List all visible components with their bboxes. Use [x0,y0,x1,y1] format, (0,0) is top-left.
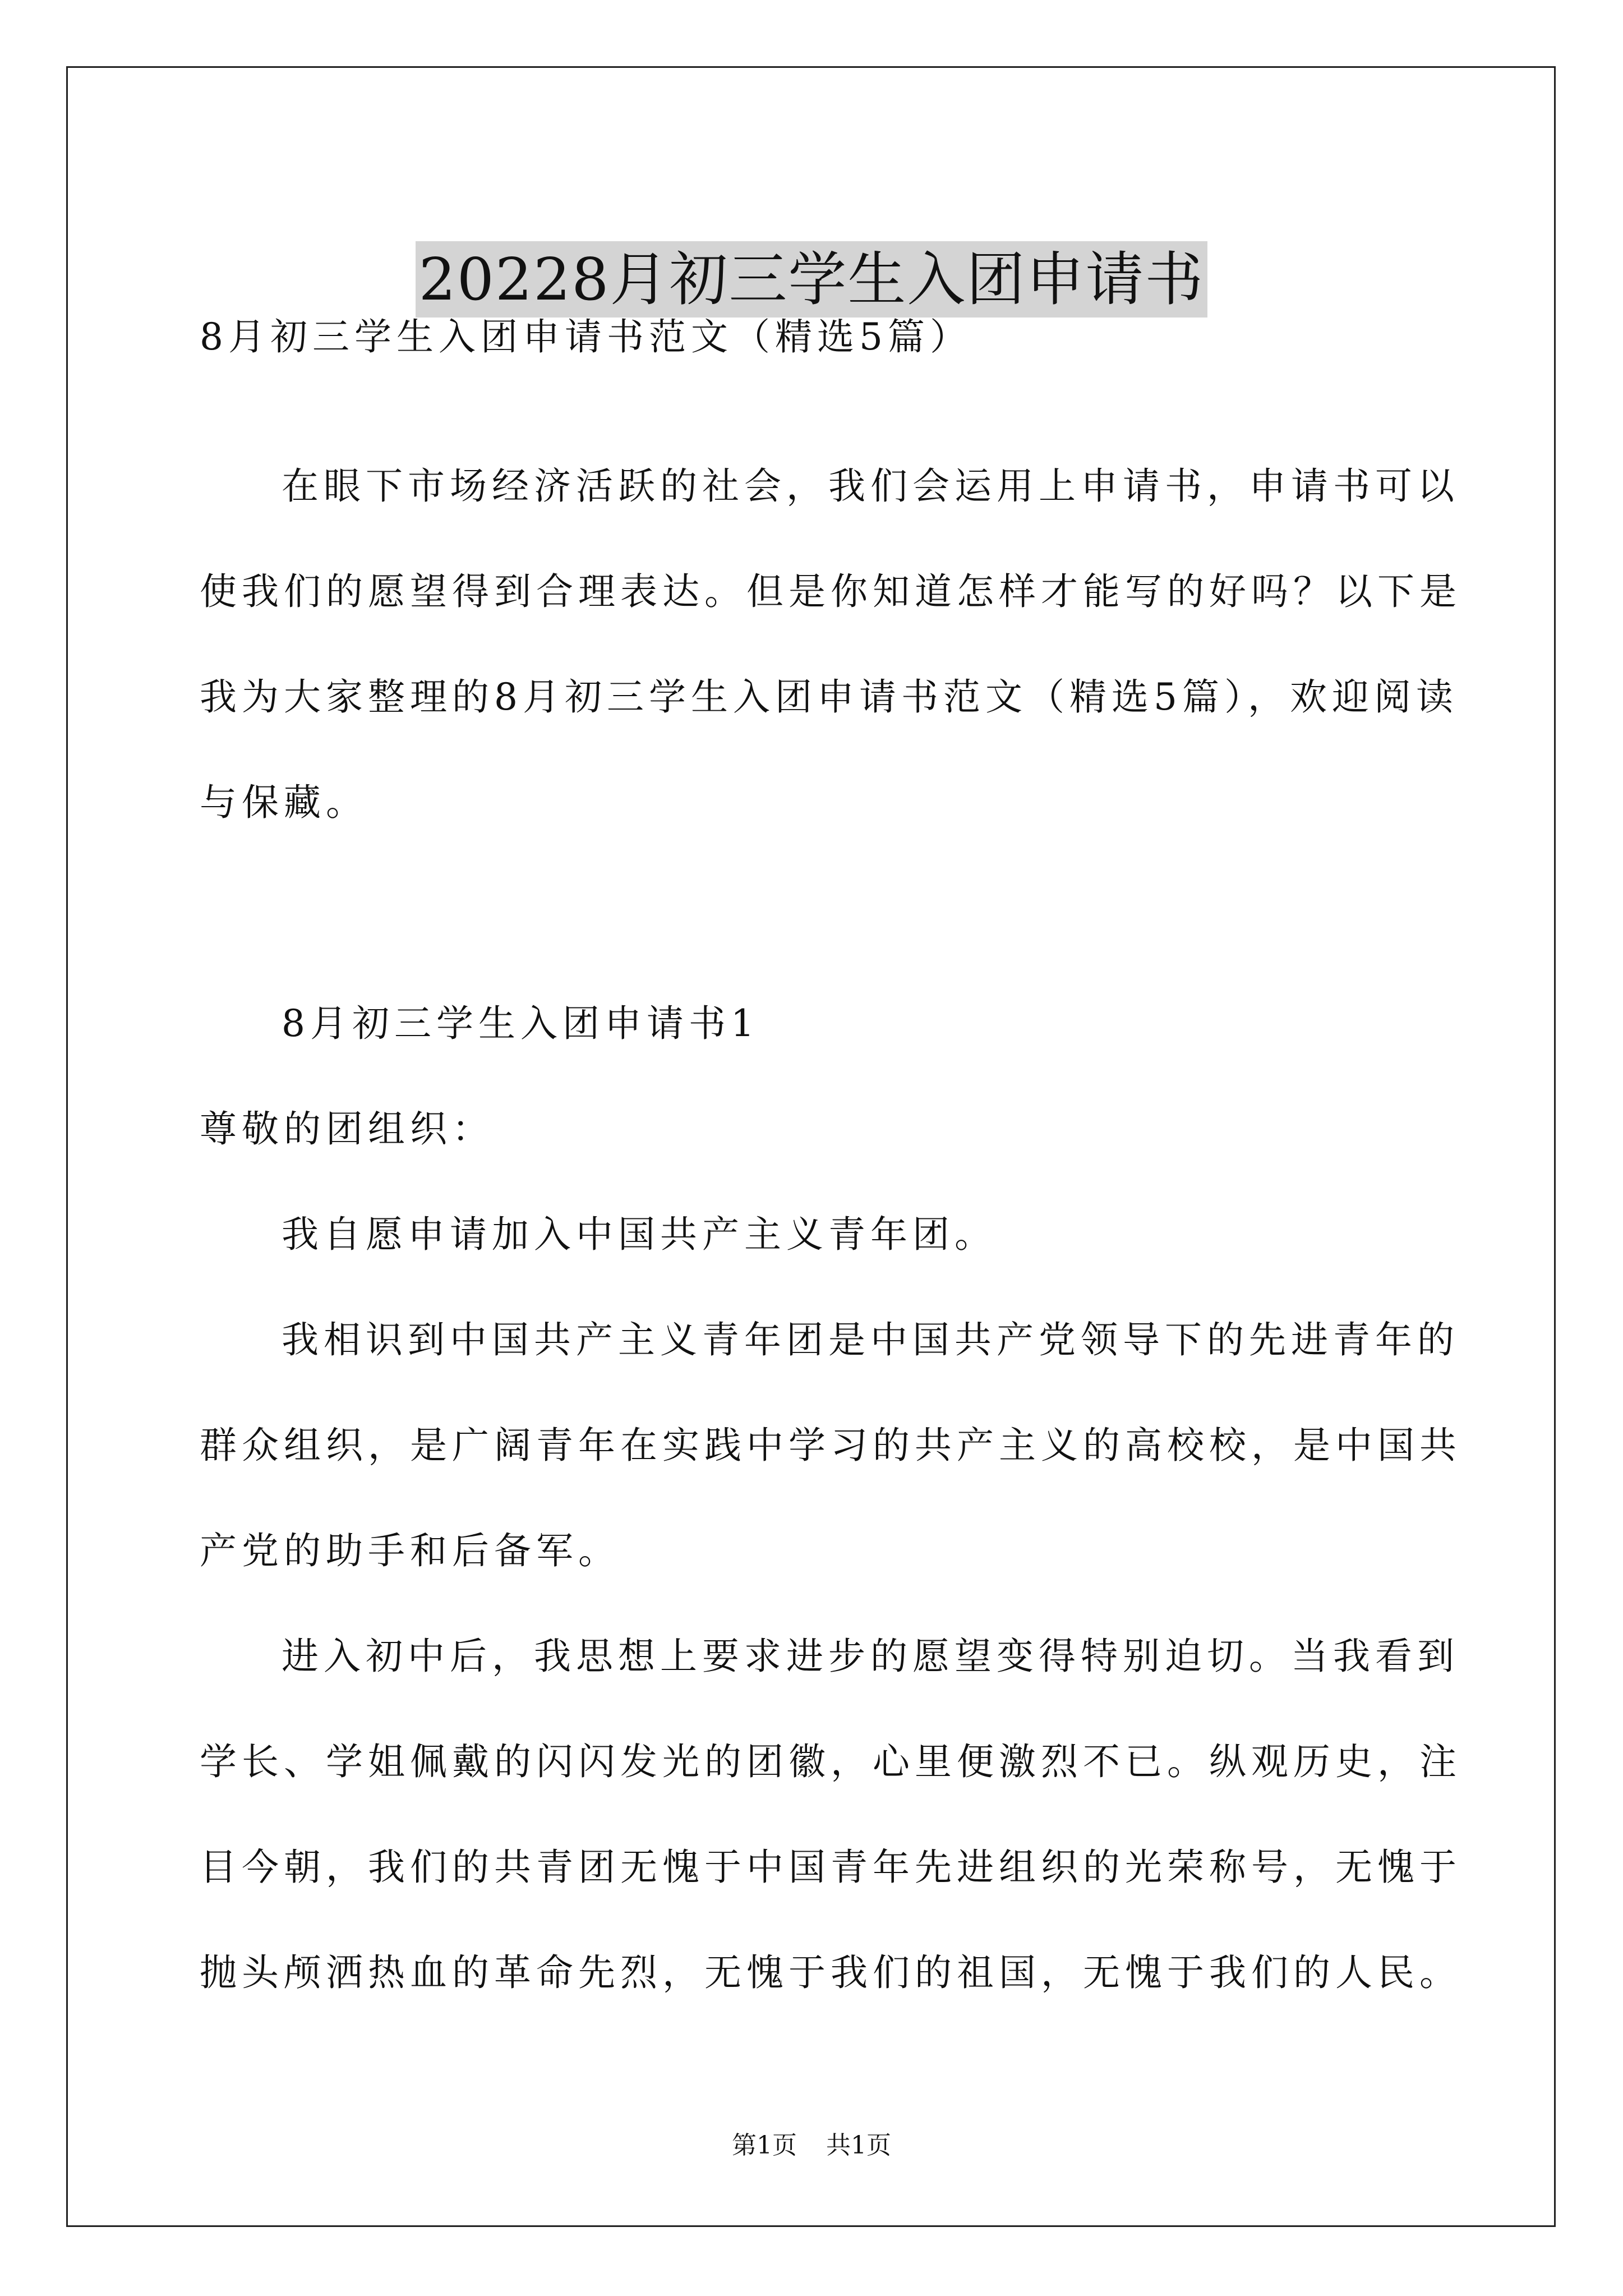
section-heading: 8月初三学生入团申请书1 [282,1002,759,1045]
paragraph-3-line-1: 进入初中后，我思想上要求进步的愿望变得特别迫切。当我看到 [282,1635,1459,1678]
intro-line-1: 在眼下市场经济活跃的社会，我们会运用上申请书，申请书可以 [282,464,1459,508]
paragraph-1: 我自愿申请加入中国共产主义青年团。 [282,1213,997,1256]
paragraph-3-line-3: 目今朝，我们的共青团无愧于中国青年先进组织的光荣称号，无愧于 [200,1846,1461,1889]
document-title: 20228月初三学生入团申请书 [416,241,1208,318]
paragraph-2-line-2: 群众组织，是广阔青年在实践中学习的共产主义的高校校，是中国共 [200,1424,1461,1467]
subtitle: 8月初三学生入团申请书范文（精选5篇） [200,315,972,358]
total-pages: 共1页 [826,2131,891,2160]
salutation: 尊敬的团组织： [200,1107,494,1151]
paragraph-3-line-4: 抛头颅洒热血的革命先烈，无愧于我们的祖国，无愧于我们的人民。 [200,1951,1461,1994]
page-number: 第1页 [732,2131,797,2160]
intro-line-2: 使我们的愿望得到合理表达。但是你知道怎样才能写的好吗？以下是 [200,570,1461,613]
intro-line-3: 我为大家整理的8月初三学生入团申请书范文（精选5篇），欢迎阅读 [200,675,1458,719]
paragraph-2-line-1: 我相识到中国共产主义青年团是中国共产党领导下的先进青年的 [282,1318,1459,1361]
page-footer [0,2129,1623,2162]
intro-line-4: 与保藏。 [200,781,368,824]
paragraph-3-line-2: 学长、学姐佩戴的闪闪发光的团徽，心里便激烈不已。纵观历史，注 [200,1740,1461,1783]
paragraph-2-line-3: 产党的助手和后备军。 [200,1529,620,1572]
